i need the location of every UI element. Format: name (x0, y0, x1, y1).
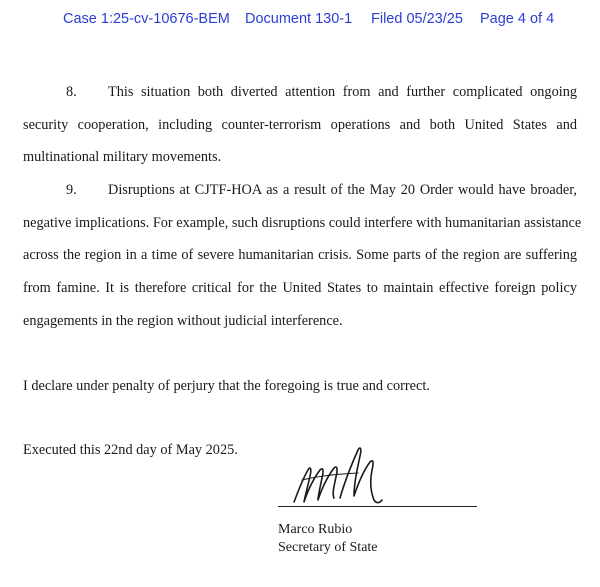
paragraph-number: 9. (66, 182, 77, 198)
document-number: Document 130-1 (245, 11, 353, 27)
declaration-statement: I declare under penalty of perjury that the foregoing is true and correct. (23, 378, 430, 394)
page-number: Page 4 of 4 (480, 11, 555, 27)
signer-name: Marco Rubio (278, 522, 353, 537)
paragraph-line: negative implications. For example, such disruptions could interfere with humanitarian assistance (23, 215, 582, 231)
paragraph-line: from famine. It is therefore critical for the United States to maintain effective foreign policy (23, 280, 577, 296)
case-number: Case 1:25-cv-10676-BEM (63, 11, 230, 27)
signature-line (278, 506, 477, 507)
paragraph-line: This situation both diverted attention from and further complicated ongoing (108, 84, 577, 100)
handwritten-signature (288, 440, 398, 508)
paragraph-line: engagements in the region without judicial interference. (23, 313, 343, 329)
paragraph-line: multinational military movements. (23, 149, 222, 165)
paragraph-line: security cooperation, including counter-terrorism operations and both United States and (23, 117, 577, 133)
filed-date: Filed 05/23/25 (371, 11, 463, 27)
execution-date: Executed this 22nd day of May 2025. (23, 442, 238, 458)
signature-block (278, 440, 478, 510)
paragraph-line: across the region in a time of severe humanitarian crisis. Some parts of the region are suffering (23, 247, 577, 263)
paragraph-number: 8. (66, 84, 77, 100)
paragraph-line: Disruptions at CJTF-HOA as a result of the May 20 Order would have broader, (108, 182, 577, 198)
signer-title: Secretary of State (278, 540, 378, 555)
